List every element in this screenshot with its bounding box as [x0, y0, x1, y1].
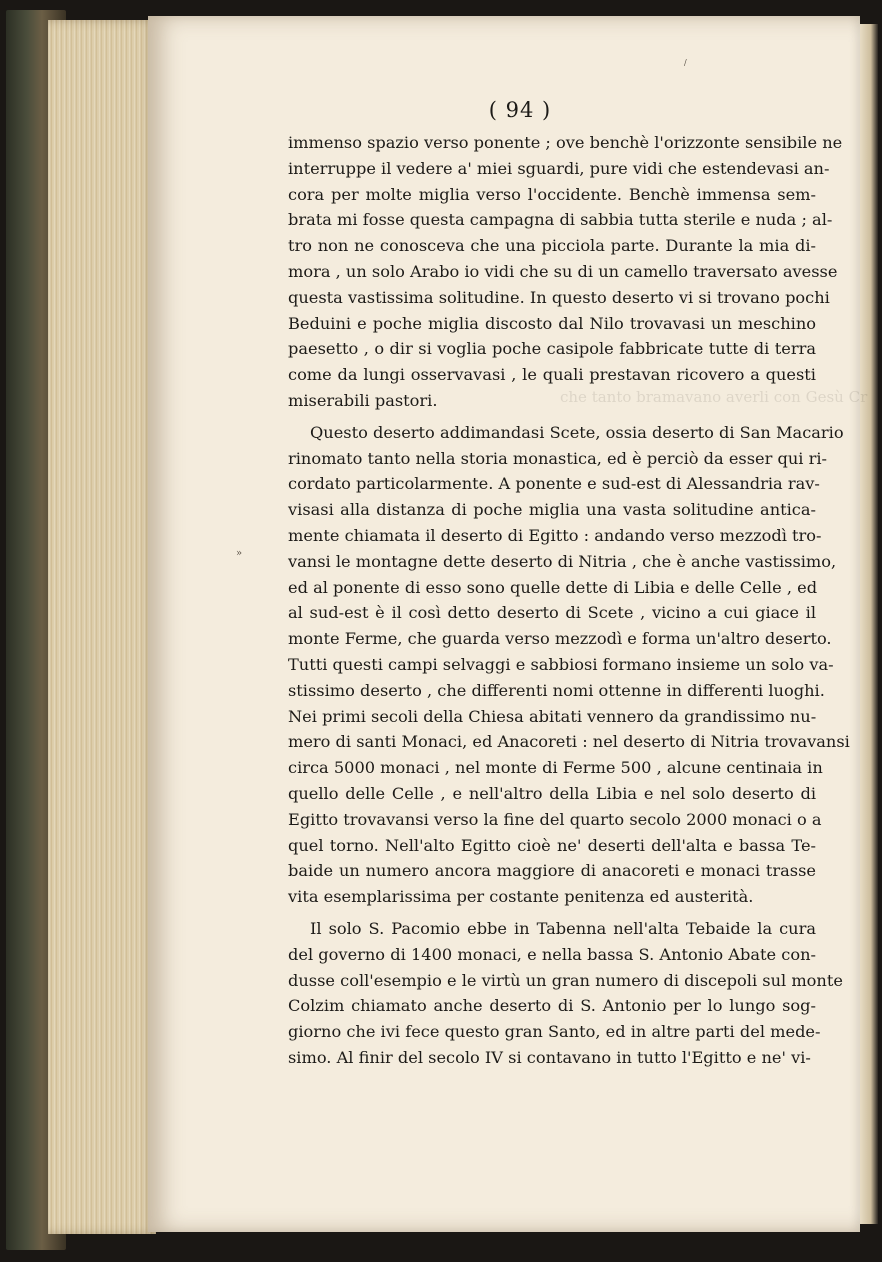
text-line: cora per molte miglia verso l'occidente. Benchè immensa sem- [288, 184, 816, 204]
text-line: paesetto , o dir si voglia poche casipole fabbricate tutte di terra [288, 339, 816, 359]
text-line: vansi le montagne dette deserto di Nitria , che è anche vastissimo, [288, 551, 837, 571]
text-line: cordato particolarmente. A ponente e sud-est di Alessandria rav- [288, 474, 820, 494]
text-line: baide un numero ancora maggiore di anacoreti e monaci trasse [288, 861, 816, 881]
text-line: monte Ferme, che guarda verso mezzodì e forma un'altro deserto. [288, 629, 832, 649]
text-line: ed al ponente di esso sono quelle dette di Libia e delle Celle , ed [288, 577, 818, 597]
text-line: quel torno. Nell'alto Egitto cioè ne' deserti dell'alta e bassa Te- [288, 835, 816, 855]
text-line: mero di santi Monaci, ed Anacoreti : nel deserto di Nitria trovavansi [288, 732, 850, 752]
text-line: immenso spazio verso ponente ; ove benchè l'orizzonte sensibile ne [288, 133, 843, 152]
text-line: tro non ne conosceva che una picciola parte. Durante la mia di- [288, 236, 816, 256]
text-line: brata mi fosse questa campagna di sabbia tutta sterile e nuda ; al- [288, 210, 833, 230]
text-line: interruppe il vedere a' miei sguardi, pure vidi che estendevasi an- [288, 158, 830, 178]
page-number: ( 94 ) [488, 98, 552, 122]
text-line: Beduini e poche miglia discosto dal Nilo trovavasi un meschino [288, 313, 816, 333]
text-line: giorno che ivi fece questo gran Santo, ed in altre parti del mede- [288, 1022, 821, 1042]
text-line: simo. Al finir del secolo IV si contavano in tutto l'Egitto e ne' vi- [288, 1047, 811, 1067]
text-line: mente chiamata il deserto di Egitto : andando verso mezzodì tro- [288, 525, 822, 545]
bleed-through-text: che tanto bramavano averli con Gesù Cr [560, 388, 868, 406]
text-line: al sud-est è il così detto deserto di Scete , vicino a cui giace il [288, 603, 816, 623]
text-line: vita esemplarissima per costante penitenza ed austerità. [288, 887, 754, 907]
text-line: quello delle Celle , e nell'altro della Libia e nel solo deserto di [288, 783, 816, 803]
stacked-page-edges [48, 20, 156, 1234]
text-line: Questo deserto addimandasi Scete, ossia deserto di San Macario [310, 422, 844, 442]
text-line: rinomato tanto nella storia monastica, ed è perciò da esser qui ri- [288, 448, 827, 468]
text-line: circa 5000 monaci , nel monte di Ferme 500 , alcune centinaia in [288, 758, 823, 778]
page-fore-edge [860, 24, 878, 1224]
paragraph [288, 420, 850, 910]
stray-mark: » [236, 548, 243, 559]
text-line: Colzim chiamato anche deserto di S. Antonio per lo lungo sog- [288, 996, 816, 1016]
stray-mark: / [684, 58, 687, 67]
text-line: dusse coll'esempio e le virtù un gran numero di discepoli sul monte [288, 970, 843, 990]
text-line: Nei primi secoli della Chiesa abitati vennero da grandissimo nu- [288, 706, 817, 726]
body-text [288, 130, 850, 1071]
text-line: questa vastissima solitudine. In questo deserto vi si trovano pochi [288, 287, 830, 307]
paragraph [288, 916, 843, 1071]
text-line: Il solo S. Pacomio ebbe in Tabenna nell'alta Tebaide la cura [310, 918, 816, 938]
text-line: del governo di 1400 monaci, e nella bassa S. Antonio Abate con- [288, 944, 816, 964]
text-line: come da lungi osservavasi , le quali prestavan ricovero a questi [288, 365, 816, 385]
text-line: mora , un solo Arabo io vidi che su di un camello traversato avesse [288, 261, 838, 281]
text-line: miserabili pastori. [288, 390, 438, 410]
text-line: Tutti questi campi selvaggi e sabbiosi formano insieme un solo va- [288, 654, 834, 674]
text-line: stissimo deserto , che differenti nomi ottenne in differenti luoghi. [288, 680, 825, 700]
text-line: visasi alla distanza di poche miglia una vasta solitudine antica- [288, 500, 816, 520]
text-line: Egitto trovavansi verso la fine del quarto secolo 2000 monaci o a [288, 809, 822, 829]
paragraph [288, 130, 843, 414]
